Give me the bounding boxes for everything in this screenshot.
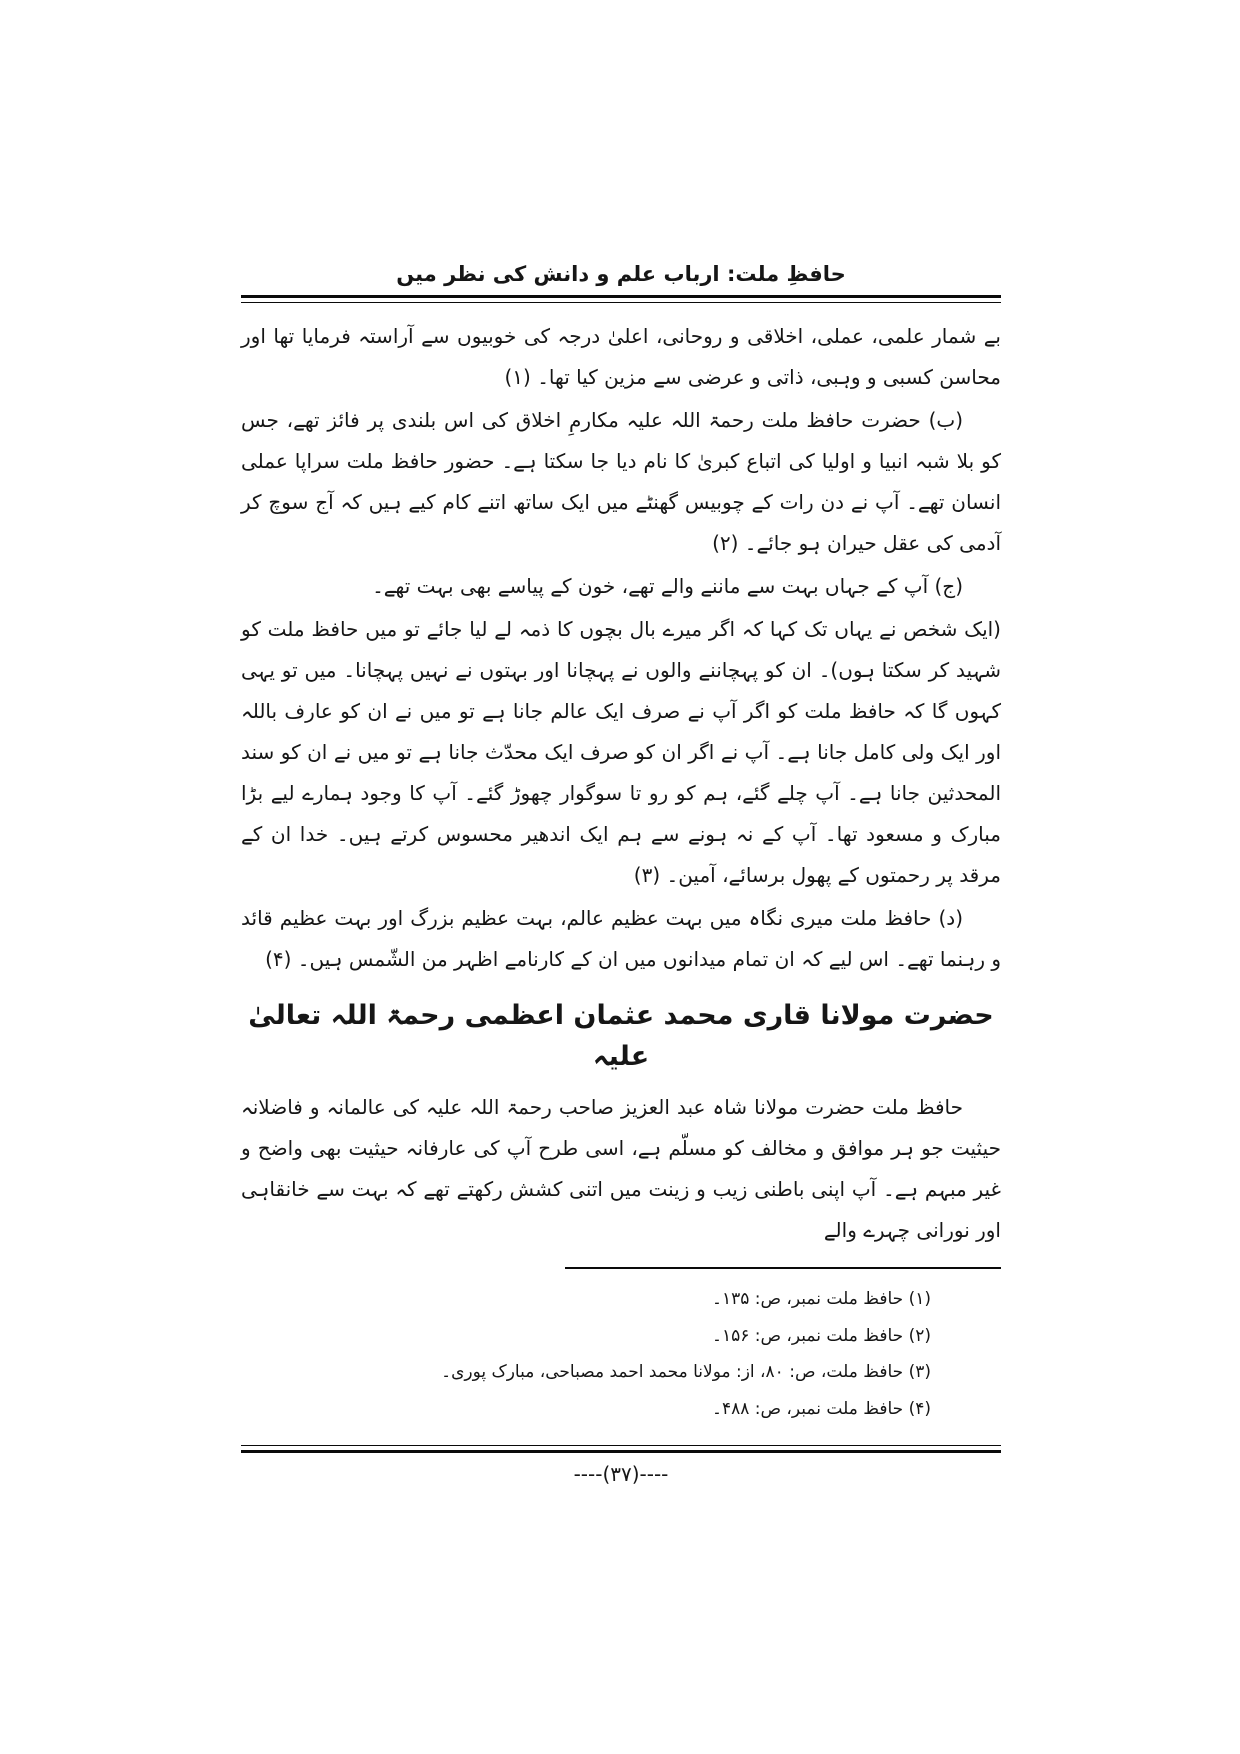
- body-text: [241, 316, 1001, 1251]
- paragraph-point-d: (د) حافظ ملت میری نگاہ میں بہت عظیم عالم، بہت عظیم بزرگ اور بہت عظیم قائد و رہنما تھے۔ اس لیے کہ ان تمام میدانوں میں ان کے کارنامے اظہر من الشّمس ہیں۔ (۴): [241, 906, 1001, 971]
- header-divider-thin-line: [241, 302, 1001, 303]
- section-heading: حضرت مولانا قاری محمد عثمان اعظمی رحمۃ اللہ تعالیٰ علیہ: [248, 1000, 994, 1072]
- footnote-1: (۱) حافظ ملت نمبر، ص: ۱۳۵۔: [711, 1289, 931, 1309]
- page-header: [241, 262, 1001, 303]
- header-divider-thick-line: [241, 295, 1001, 298]
- page-number: ----(۳۷)----: [573, 1462, 669, 1487]
- page-title: حافظِ ملت: ارباب علم و دانش کی نظر میں: [396, 262, 846, 286]
- footer-divider-thin-line: [241, 1445, 1001, 1446]
- header-divider: [241, 295, 1001, 303]
- page-content: [241, 262, 1001, 1486]
- footnote-divider: [565, 1267, 1001, 1269]
- paragraph-point-b: (ب) حضرت حافظ ملت رحمۃ اللہ علیہ مکارمِ اخلاق کی اس بلندی پر فائز تھے، جس کو بلا شبہ انبیا و اولیا کی اتباع کبریٰ کا نام دیا جا سکتا ہے۔ حضور حافظ ملت سراپا عملی انسان تھے۔ آپ نے دن رات کے چوبیس گھنٹے میں ایک ساتھ اتنے کام کیے ہیں کہ آج سوچ کر آدمی کی عقل حیران ہو جائے۔ (۲): [241, 408, 1001, 555]
- footnotes-section: [241, 1267, 1001, 1427]
- footer-divider: [241, 1445, 1001, 1453]
- footnote-3: (۳) حافظ ملت، ص: ۸۰، از: مولانا محمد احمد مصباحی، مبارک پوری۔: [441, 1362, 931, 1383]
- paragraph-point-j: (ج) آپ کے جہاں بہت سے ماننے والے تھے، خون کے پیاسے بھی بہت تھے۔: [372, 574, 963, 598]
- paragraph-anecdote: (ایک شخص نے یہاں تک کہا کہ اگر میرے بال بچوں کا ذمہ لے لیا جائے تو میں حافظ ملت کو شہید کر سکتا ہوں)۔ ان کو پہچاننے والوں نے پہچانا اور بہتوں نے نہیں پہچانا۔ میں تو یہی کہوں گا کہ حافظ ملت کو اگر آپ نے صرف ایک عالم جانا ہے تو میں نے ان کو عارف باللہ اور ایک ولی کامل جانا ہے۔ آپ نے اگر ان کو صرف ایک محدّث جانا ہے تو میں نے ان کو سند المحدثین جانا ہے۔ آپ چلے گئے، ہم کو رو تا سوگوار چھوڑ گئے۔ آپ کا وجود ہمارے لیے بڑا مبارک و مسعود تھا۔ آپ کے نہ ہونے سے ہم ایک اندھیر محسوس کرتے ہیں۔ خدا ان کے مرقد پر رحمتوں کے پھول برسائے، آمین۔ (۳): [241, 617, 1001, 887]
- footer-divider-thick-line: [241, 1450, 1001, 1453]
- footnote-2: (۲) حافظ ملت نمبر، ص: ۱۵۶۔: [711, 1325, 931, 1346]
- paragraph-after-heading: حافظ ملت حضرت مولانا شاہ عبد العزیز صاحب رحمۃ اللہ علیہ کی عالمانہ و فاضلانہ حیثیت جو ہر موافق و مخالف کو مسلّم ہے، اسی طرح آپ کی عارفانہ حیثیت بھی واضح و غیر مبہم ہے۔ آپ اپنی باطنی زیب و زینت میں اتنی کشش رکھتے تھے کہ بہت سے خانقاہی اور نورانی چہرے والے: [241, 1095, 1001, 1242]
- footnote-4: (۴) حافظ ملت نمبر، ص: ۴۸۸۔: [711, 1398, 931, 1419]
- paragraph-intro: بے شمار علمی، عملی، اخلاقی و روحانی، اعلیٰ درجہ کی خوبیوں سے آراستہ فرمایا تھا اور محاسن کسبی و وہبی، ذاتی و عرضی سے مزین کیا تھا۔ (۱): [241, 324, 1001, 389]
